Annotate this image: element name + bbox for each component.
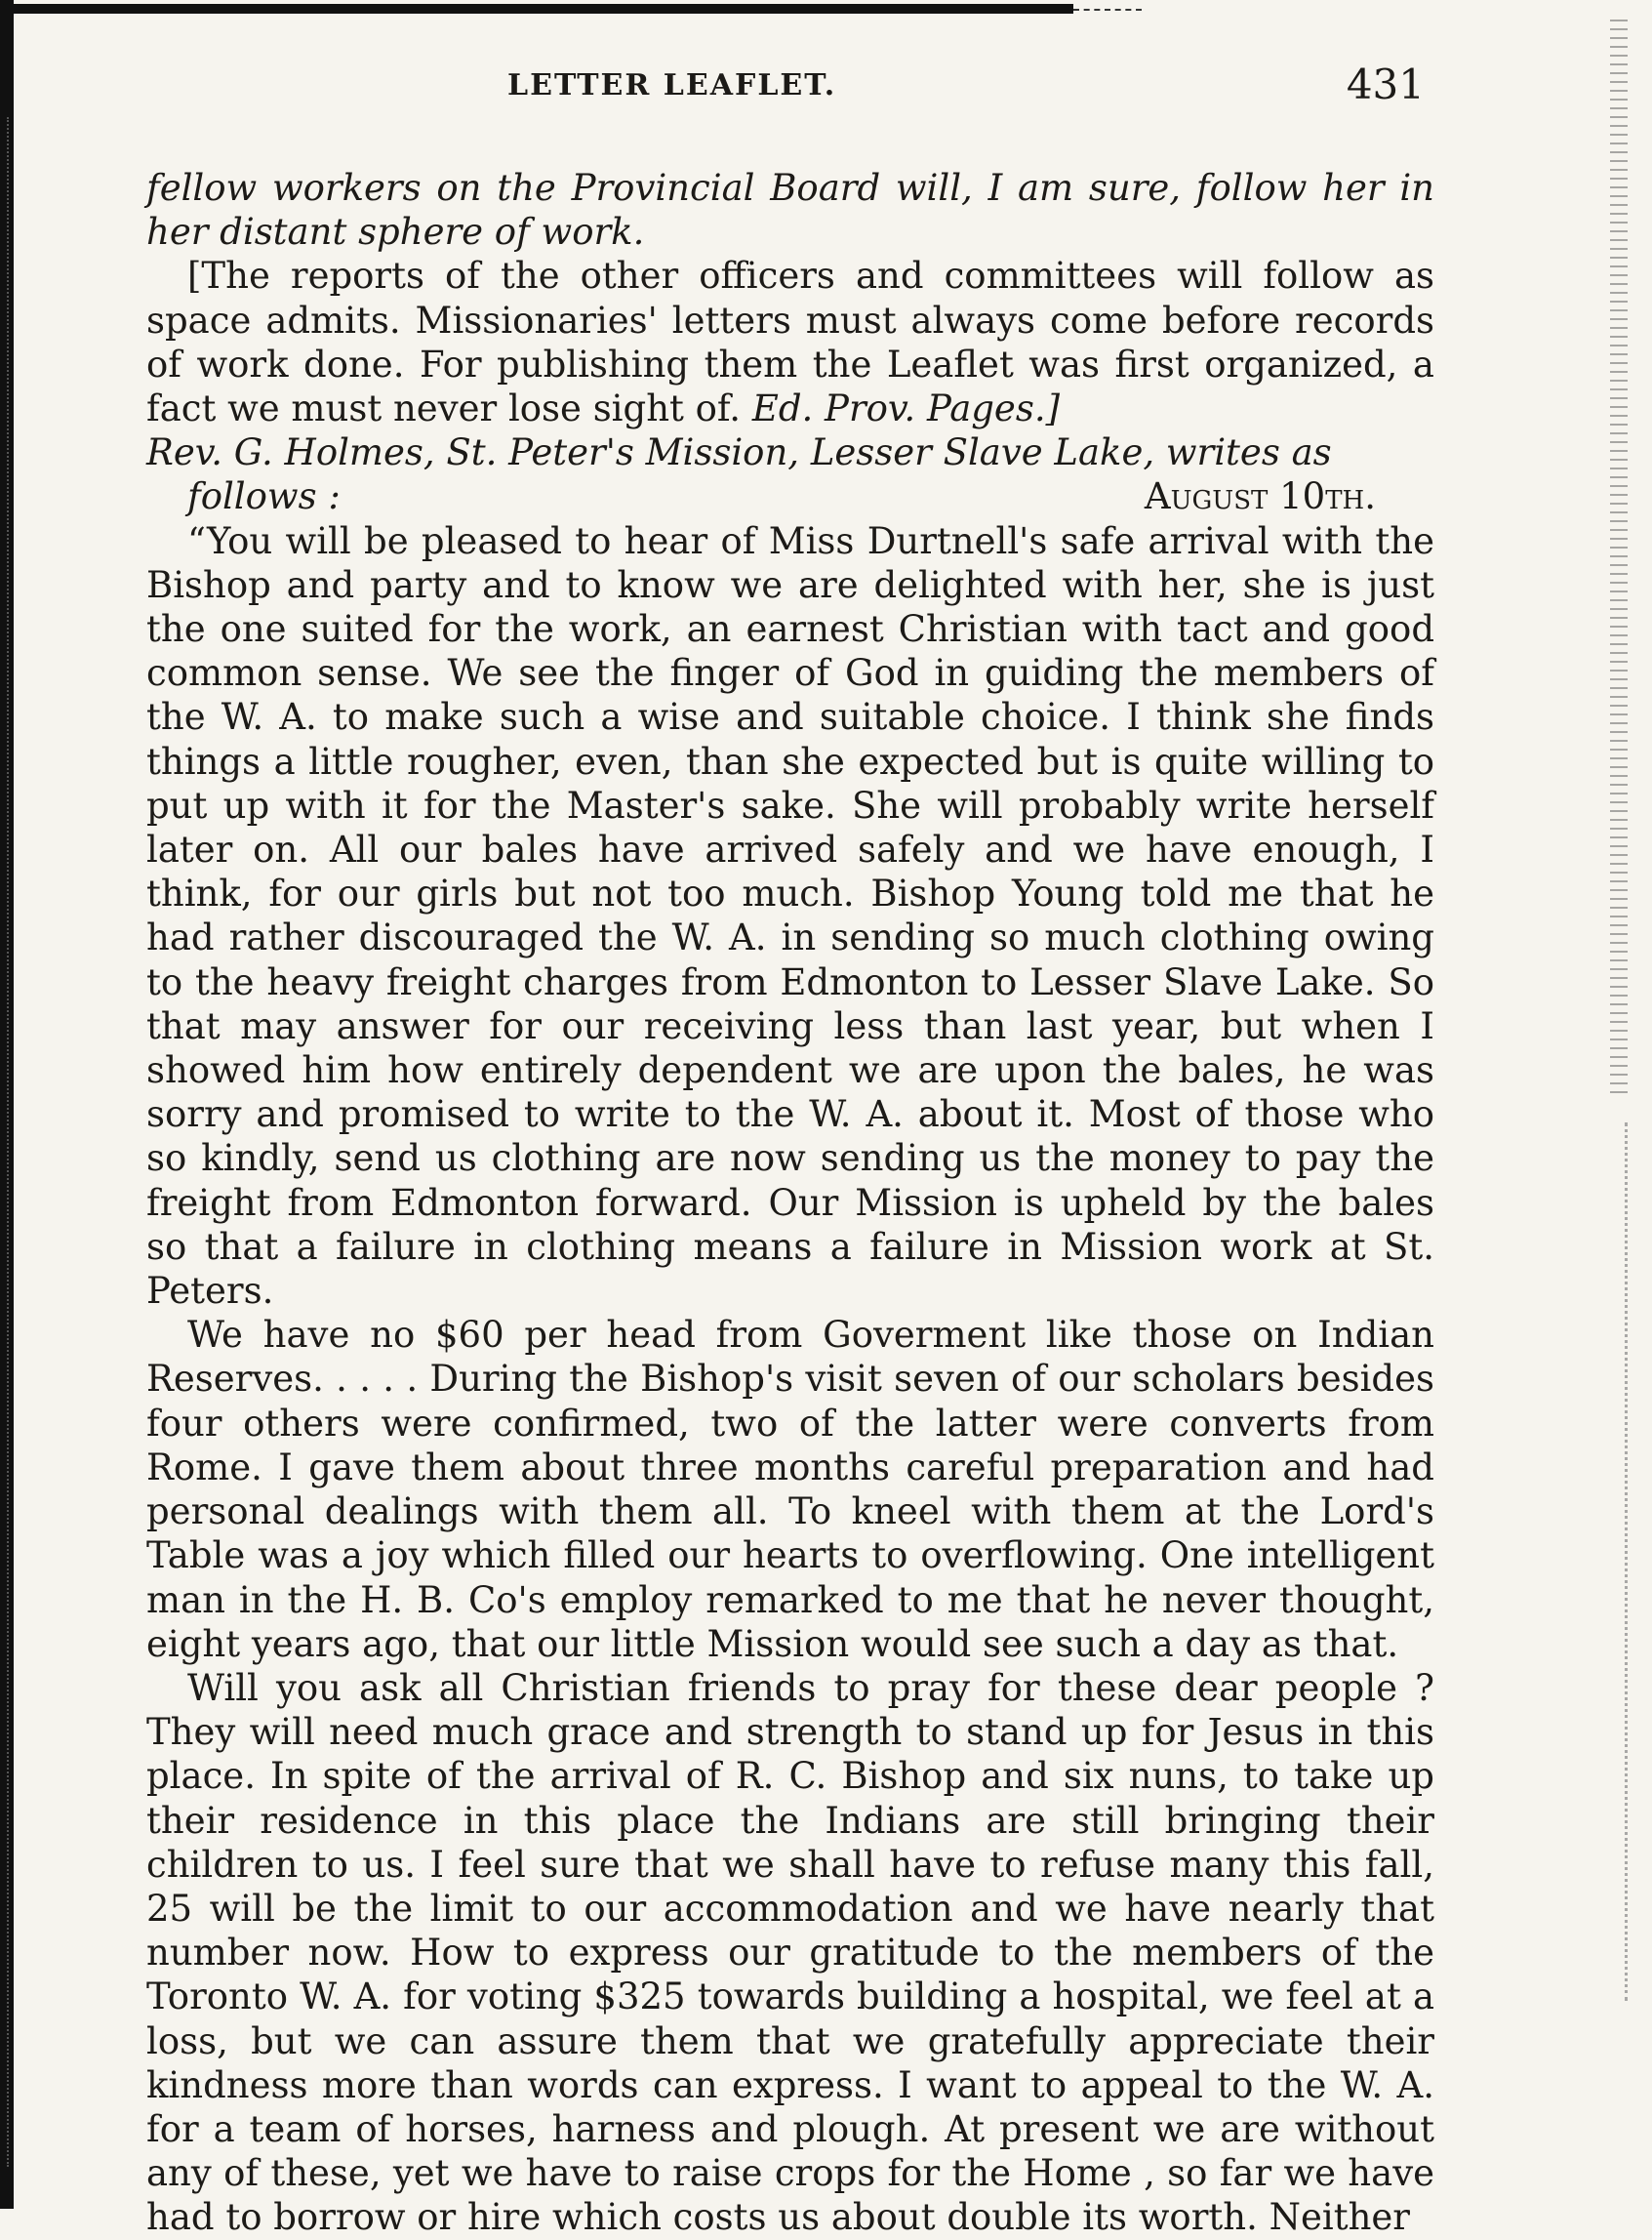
byline-line-1: Rev. G. Holmes, St. Peter's Mission, Lesser Slave Lake, writes as: [146, 431, 1332, 474]
intro-paragraph: [146, 166, 1434, 254]
letter-paragraph: We have no $60 per head from Goverment like those on Indian Reserves. . . . . During the Bishop's visit seven of our scholars besides four others were confirmed, two of the latter were converts from Rome. I gave them about three months careful preparation and had personal dealings with them all. To kneel with them at the Lord's Table was a joy which filled our hearts to overflowing. One intelligent man in the H. B. Co's employ remarked to me that he never thought, eight years ago, that our little Mission would see such a day as that.: [146, 1314, 1434, 1665]
running-head: LETTER LEAFLET.: [507, 68, 837, 102]
editorial-signature: Ed. Prov. Pages.]: [751, 387, 1061, 430]
byline-follows: follows :: [187, 475, 341, 518]
scan-right-edge-noise: [1610, 20, 1628, 1093]
top-rule: [0, 4, 1073, 14]
scan-left-specks: [7, 117, 11, 2167]
letter-paragraph: “You will be pleased to hear of Miss Durtnell's safe arrival with the Bishop and party and to know we are delighted with her, she is just the one suited for the work, an earnest Christian with tact and good common sense. We see the finger of God in guiding the members of the W. A. to make such a wise and suitable choice. I think she finds things a little rougher, even, than she expected but is quite willing to put up with it for the Master's sake. She will probably write herself later on. All our bales have arrived safely and we have enough, I think, for our girls but not too much. Bishop Young told me that he had rather discouraged the W. A. in sending so much clothing owing to the heavy freight charges from Edmonton to Lesser Slave Lake. So that may answer for our receiving less than last year, but when I showed him how entirely dependent we are upon the bales, he was sorry and promised to write to the W. A. about it. Most of those who so kindly, send us clothing are now sending us the money to pay the freight from Edmonton forward. Our Mission is upheld by the bales so that a failure in clothing means a failure in Mission work at St. Peters.: [146, 519, 1434, 1313]
letter-paragraph: Will you ask all Christian friends to pray for these dear people ? They will need much grace and strength to stand up for Jesus in this place. In spite of the arrival of R. C. Bishop and six nuns, to take up their residence in this place the Indians are still bringing their children to us. I feel sure that we shall have to refuse many this fall, 25 will be the limit to our accommodation and we have nearly that number now. How to express our gratitude to the members of the Toronto W. A. for voting $325 towards building a hospital, we feel at a loss, but we can assure them that we gratefully appreciate their kindness more than words can express. I want to appeal to the W. A. for a team of horses, harness and plough. At present we are without any of these, yet we have to raise crops for the Home , so far we have had to borrow or hire which costs us about double its worth. Neither: [146, 1666, 1434, 2239]
top-rule-dash: [1073, 9, 1142, 11]
editorial-note-text: [The reports of the other officers and committees will follow as space admits. Missionaries' letters must always come before records of work done. For publishing them the Leaflet was first organized, a fact we must never lose sight of.: [146, 255, 1434, 430]
scan-right-specks: [1625, 1122, 1631, 2001]
page-body: [146, 166, 1434, 2240]
page-header: [146, 61, 1434, 127]
letter-byline: [146, 430, 1434, 518]
intro-paragraph-text: fellow workers on the Provincial Board will, I am sure, follow her in her distant sphere of work.: [146, 167, 1434, 254]
page-number: 431: [1346, 61, 1425, 108]
editorial-note: [146, 254, 1434, 430]
byline-line-2: [146, 474, 1434, 518]
letter-date: August 10th.: [1144, 475, 1376, 518]
